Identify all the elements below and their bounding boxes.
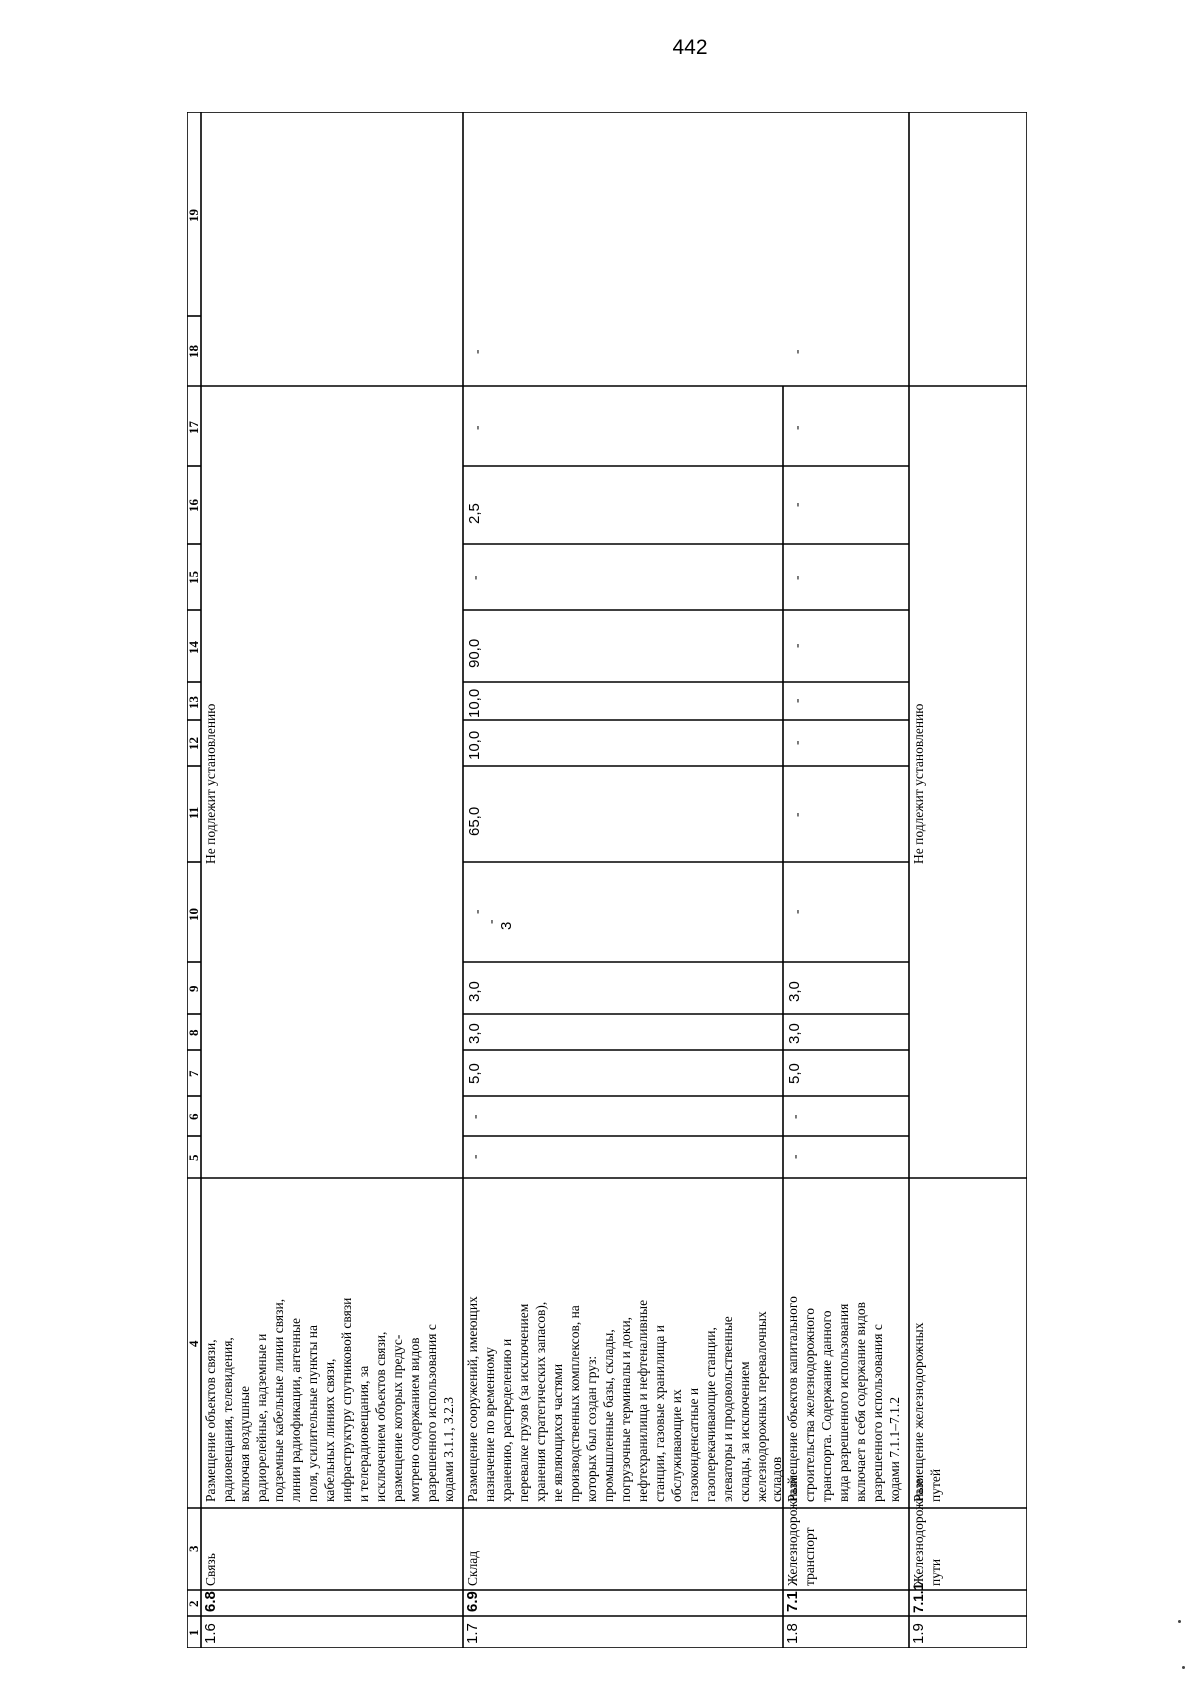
- cell-1-7-c14: 90,0: [466, 638, 483, 668]
- cell-1-8-c14: -: [789, 643, 804, 648]
- scan-speck: [1178, 1620, 1181, 1623]
- col-header-5: 5: [186, 1154, 201, 1161]
- row-code-7-1: 7.1: [784, 1591, 801, 1612]
- cell-1-8-c12: -: [789, 740, 804, 745]
- row-num-1-6: 1.6: [202, 1623, 219, 1644]
- cell-1-8-c10: -: [789, 909, 804, 914]
- cell-1-7-c6: -: [467, 1114, 482, 1119]
- cell-1-7-c10a: -: [469, 909, 484, 914]
- col-header-7: 7: [186, 1070, 201, 1077]
- col-header-18: 18: [186, 345, 201, 358]
- row-name-zhd-transport-1: Железнодорожный: [785, 1477, 800, 1586]
- not-subject-1-9: Не подлежит установлению: [911, 703, 926, 864]
- cell-1-8-c16: -: [789, 502, 804, 507]
- scan-speck: [1182, 1666, 1185, 1669]
- cell-1-7-c12: 10,0: [466, 730, 483, 760]
- cell-1-7-c16: 2,5: [466, 503, 483, 524]
- col-header-10: 10: [186, 908, 201, 921]
- col-header-16: 16: [186, 499, 201, 512]
- cell-1-7-c7: 5,0: [466, 1063, 483, 1084]
- col-header-11: 11: [186, 806, 201, 819]
- cell-1-7-c15: -: [467, 575, 482, 580]
- col-header-19: 19: [186, 209, 201, 222]
- col-header-2: 2: [186, 1600, 201, 1607]
- col-header-9: 9: [186, 985, 201, 992]
- row-name-zhd-transport-2: транспорт: [802, 1527, 817, 1586]
- cell-1-8-c15: -: [789, 575, 804, 580]
- col-header-6: 6: [186, 1113, 201, 1120]
- cell-1-8-c8: 3,0: [786, 1023, 803, 1044]
- row-name-zhd-puti-1: Железнодорожные: [911, 1478, 926, 1586]
- cell-1-8-c9: 3,0: [786, 981, 803, 1002]
- page-number: 442: [672, 36, 708, 59]
- row-name-svyaz: Связь: [203, 1553, 218, 1586]
- cell-1-8-c13: -: [789, 698, 804, 703]
- cell-1-8-c17: -: [789, 425, 804, 430]
- row-code-6-8: 6.8: [202, 1591, 219, 1612]
- cell-1-7-c10c: 3: [498, 921, 515, 930]
- row-code-6-9: 6.9: [464, 1591, 481, 1612]
- cell-1-7-c13: 10,0: [466, 688, 483, 718]
- col-header-12: 12: [186, 737, 201, 750]
- col-header-15: 15: [186, 571, 201, 584]
- cell-1-8-c6: -: [787, 1114, 802, 1119]
- cell-1-7-c8: 3,0: [466, 1023, 483, 1044]
- row-num-1-8: 1.8: [784, 1623, 801, 1644]
- col-header-17: 17: [186, 421, 201, 434]
- cell-1-7-c9: 3,0: [466, 981, 483, 1002]
- cell-1-7-c5: -: [467, 1154, 482, 1159]
- cell-1-7-c11: 65,0: [466, 806, 483, 836]
- cell-1-8-c18: -: [789, 349, 804, 354]
- cell-1-8-c5: -: [787, 1154, 802, 1159]
- row-num-1-7: 1.7: [464, 1623, 481, 1644]
- row-num-1-9: 1.9: [910, 1623, 927, 1644]
- rotated-table: 1 2 3 4 5 6 7 8 9 10 11 12 13 14 15 16 17 18 19 1.6 6.8 Связь Размещение объектов связи, радиовещания, телевидения, включая воздушные радиорелейные, надземные и подземные кабельные линии связи, линии радиофикации, антенные поля, усилительные пункты на кабельных линиях связи, инфраструктуру спутниковой связи и телерадиовещания, за исключением объектов связи, размещение которых предус- мотрено содержанием видов разрешенного использования с кодами 3.1.1, 3.2.3 Не подлежит установлению 1.7 6.9 Склад Размещение сооружений, имеющих назначение по временному хранению, распределению и перевалке грузов (за исключением хранения стратегических запасов), не являющихся частями производственных комплексов, на которых был создан груз: промышленные базы, склады, погрузочные терминалы и доки, нефтехранилища и нефтеналивные станции, газовые хранилища и обслуживающие их газоконденсатные и газоперекачивающие станции, элеваторы и продовольственные склады, за исключением железнодорожных перевалочных складов - - 5,0 3,0 3,0 - - 3 65,0 10,0 10,0 90,0 - 2,5 - - 1.8 7.1 Железнодорожный транспорт Размещение объектов капитального строительства железнодорожного транспорта. Содержание данного вида разрешенного использования включает в себя содержание видов разрешенного использования с кодами 7.1.1–7.1.2 - - 5,0 3,0 3,0 - - - - - - - - - 1.9 7.1.1 Железнодорожные пути Размещение железнодорожных путей Не подлежит установлению: [187, 112, 1027, 1648]
- cell-1-7-c10b: -: [483, 919, 498, 924]
- col-header-13: 13: [186, 696, 201, 709]
- not-subject-1-6: Не подлежит установлению: [203, 703, 218, 864]
- row-name-zhd-puti-2: пути: [928, 1558, 943, 1586]
- cell-1-7-c17: -: [469, 425, 484, 430]
- col-header-8: 8: [186, 1029, 201, 1036]
- col-header-1: 1: [186, 1629, 201, 1636]
- col-header-4: 4: [186, 1340, 201, 1347]
- cell-1-7-c18: -: [469, 349, 484, 354]
- cell-1-8-c7: 5,0: [786, 1063, 803, 1084]
- cell-1-8-c11: -: [789, 812, 804, 817]
- row-name-sklad: Склад: [465, 1550, 480, 1586]
- col-header-14: 14: [186, 641, 201, 654]
- row-code-7-1-1: 7.1.1: [911, 1582, 926, 1613]
- col-header-3: 3: [186, 1545, 201, 1552]
